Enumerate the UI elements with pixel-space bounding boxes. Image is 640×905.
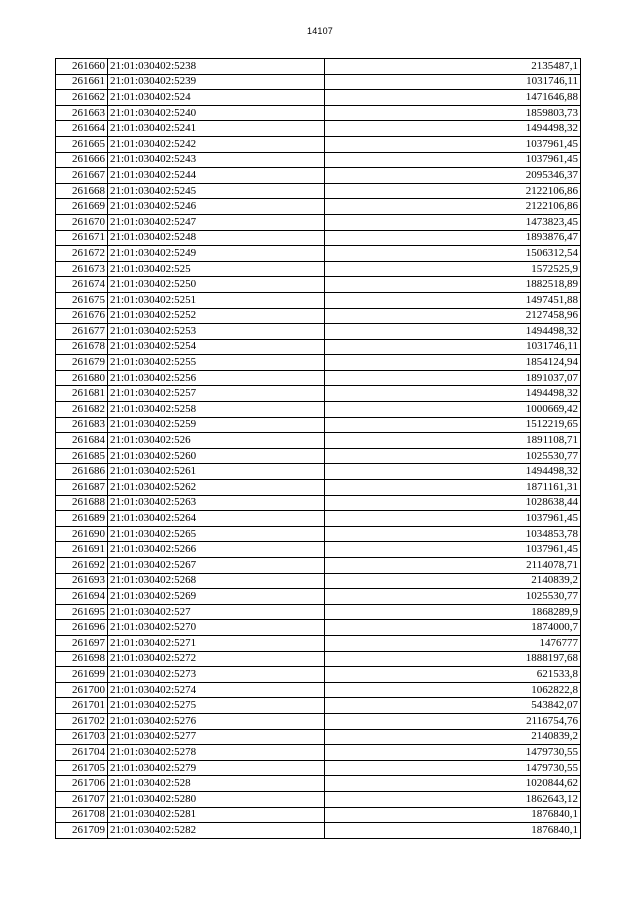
cadastral-value-cell: 1859803,73 [325, 105, 581, 121]
cadastral-number-cell: 21:01:030402:5259 [108, 417, 325, 433]
row-number-cell: 261695 [56, 604, 108, 620]
row-number-cell: 261704 [56, 745, 108, 761]
cadastral-number-cell: 21:01:030402:5265 [108, 526, 325, 542]
table-row [56, 386, 581, 402]
cadastral-number-cell: 21:01:030402:5269 [108, 589, 325, 605]
cadastral-value-cell: 2140839,2 [325, 573, 581, 589]
cadastral-number-cell: 21:01:030402:5279 [108, 760, 325, 776]
row-number-cell: 261686 [56, 464, 108, 480]
cadastral-value-cell: 1473823,45 [325, 214, 581, 230]
cadastral-value-cell: 1025530,77 [325, 448, 581, 464]
cadastral-number-cell: 21:01:030402:5277 [108, 729, 325, 745]
row-number-cell: 261684 [56, 433, 108, 449]
row-number-cell: 261669 [56, 199, 108, 215]
cadastral-value-cell: 1512219,65 [325, 417, 581, 433]
cadastral-number-cell: 21:01:030402:528 [108, 776, 325, 792]
table-row [56, 745, 581, 761]
table-row [56, 511, 581, 527]
table-row [56, 464, 581, 480]
table-row [56, 370, 581, 386]
cadastral-number-cell: 21:01:030402:527 [108, 604, 325, 620]
table-row [56, 277, 581, 293]
cadastral-value-cell: 1497451,88 [325, 292, 581, 308]
cadastral-number-cell: 21:01:030402:5280 [108, 791, 325, 807]
table-row [56, 542, 581, 558]
cadastral-value-cell: 1494498,32 [325, 464, 581, 480]
row-number-cell: 261702 [56, 713, 108, 729]
table-row [56, 448, 581, 464]
cadastral-value-cell: 1025530,77 [325, 589, 581, 605]
row-number-cell: 261673 [56, 261, 108, 277]
row-number-cell: 261678 [56, 339, 108, 355]
table-row [56, 121, 581, 137]
table-row [56, 526, 581, 542]
row-number-cell: 261696 [56, 620, 108, 636]
cadastral-number-cell: 21:01:030402:5270 [108, 620, 325, 636]
row-number-cell: 261664 [56, 121, 108, 137]
cadastral-value-cell: 1037961,45 [325, 542, 581, 558]
cadastral-value-cell: 1876840,1 [325, 823, 581, 839]
table-row [56, 152, 581, 168]
row-number-cell: 261675 [56, 292, 108, 308]
cadastral-value-cell: 1020844,62 [325, 776, 581, 792]
cadastral-number-cell: 21:01:030402:5278 [108, 745, 325, 761]
table-row [56, 214, 581, 230]
cadastral-value-cell: 1871161,31 [325, 480, 581, 496]
row-number-cell: 261690 [56, 526, 108, 542]
table-row [56, 729, 581, 745]
row-number-cell: 261688 [56, 495, 108, 511]
cadastral-value-cell: 1494498,32 [325, 121, 581, 137]
table-row [56, 760, 581, 776]
table-row [56, 776, 581, 792]
cadastral-number-cell: 21:01:030402:5282 [108, 823, 325, 839]
cadastral-value-cell: 1037961,45 [325, 511, 581, 527]
cadastral-number-cell: 21:01:030402:5242 [108, 136, 325, 152]
row-number-cell: 261666 [56, 152, 108, 168]
table-row [56, 589, 581, 605]
row-number-cell: 261670 [56, 214, 108, 230]
cadastral-number-cell: 21:01:030402:5261 [108, 464, 325, 480]
row-number-cell: 261693 [56, 573, 108, 589]
cadastral-value-cell: 1891108,71 [325, 433, 581, 449]
cadastral-number-cell: 21:01:030402:5263 [108, 495, 325, 511]
cadastral-value-cell: 1891037,07 [325, 370, 581, 386]
row-number-cell: 261681 [56, 386, 108, 402]
table-row [56, 433, 581, 449]
table-row [56, 698, 581, 714]
cadastral-value-cell: 2122106,86 [325, 199, 581, 215]
cadastral-number-cell: 21:01:030402:5266 [108, 542, 325, 558]
cadastral-number-cell: 21:01:030402:5272 [108, 651, 325, 667]
cadastral-value-cell: 2116754,76 [325, 713, 581, 729]
row-number-cell: 261680 [56, 370, 108, 386]
cadastral-value-cell: 1479730,55 [325, 745, 581, 761]
row-number-cell: 261709 [56, 823, 108, 839]
cadastral-value-cell: 1893876,47 [325, 230, 581, 246]
row-number-cell: 261662 [56, 90, 108, 106]
row-number-cell: 261692 [56, 558, 108, 574]
row-number-cell: 261671 [56, 230, 108, 246]
cadastral-number-cell: 21:01:030402:5274 [108, 682, 325, 698]
cadastral-number-cell: 21:01:030402:5246 [108, 199, 325, 215]
row-number-cell: 261679 [56, 355, 108, 371]
row-number-cell: 261687 [56, 480, 108, 496]
table-row [56, 324, 581, 340]
table-row [56, 635, 581, 651]
cadastral-number-cell: 21:01:030402:5257 [108, 386, 325, 402]
cadastral-value-cell: 1868289,9 [325, 604, 581, 620]
table-row [56, 308, 581, 324]
cadastral-value-cell: 621533,8 [325, 667, 581, 683]
cadastral-number-cell: 21:01:030402:5255 [108, 355, 325, 371]
table-row [56, 651, 581, 667]
table-row [56, 682, 581, 698]
cadastral-value-cell: 2122106,86 [325, 183, 581, 199]
row-number-cell: 261674 [56, 277, 108, 293]
cadastral-number-cell: 21:01:030402:5251 [108, 292, 325, 308]
cadastral-value-cell: 1888197,68 [325, 651, 581, 667]
cadastral-value-cell: 2114078,71 [325, 558, 581, 574]
cadastral-number-cell: 21:01:030402:5240 [108, 105, 325, 121]
cadastral-value-cell: 1028638,44 [325, 495, 581, 511]
table-row [56, 183, 581, 199]
cadastral-value-cell: 1000669,42 [325, 402, 581, 418]
table-row [56, 495, 581, 511]
table-row [56, 59, 581, 75]
cadastral-number-cell: 21:01:030402:5250 [108, 277, 325, 293]
table-row [56, 402, 581, 418]
row-number-cell: 261694 [56, 589, 108, 605]
cadastral-number-cell: 21:01:030402:5281 [108, 807, 325, 823]
table-row [56, 261, 581, 277]
table-row [56, 339, 581, 355]
cadastral-number-cell: 21:01:030402:5268 [108, 573, 325, 589]
row-number-cell: 261691 [56, 542, 108, 558]
row-number-cell: 261700 [56, 682, 108, 698]
table-row [56, 823, 581, 839]
cadastral-number-cell: 21:01:030402:5239 [108, 74, 325, 90]
cadastral-number-cell: 21:01:030402:525 [108, 261, 325, 277]
row-number-cell: 261676 [56, 308, 108, 324]
cadastral-number-cell: 21:01:030402:5243 [108, 152, 325, 168]
table-row [56, 74, 581, 90]
cadastral-value-cell: 2140839,2 [325, 729, 581, 745]
row-number-cell: 261685 [56, 448, 108, 464]
cadastral-value-cell: 1854124,94 [325, 355, 581, 371]
cadastral-number-cell: 21:01:030402:5245 [108, 183, 325, 199]
cadastral-value-cell: 1882518,89 [325, 277, 581, 293]
row-number-cell: 261677 [56, 324, 108, 340]
cadastral-number-cell: 21:01:030402:5252 [108, 308, 325, 324]
row-number-cell: 261668 [56, 183, 108, 199]
cadastral-number-cell: 21:01:030402:5273 [108, 667, 325, 683]
cadastral-value-cell: 1031746,11 [325, 339, 581, 355]
row-number-cell: 261661 [56, 74, 108, 90]
table-row [56, 713, 581, 729]
cadastral-number-cell: 21:01:030402:5247 [108, 214, 325, 230]
cadastral-number-cell: 21:01:030402:5276 [108, 713, 325, 729]
row-number-cell: 261663 [56, 105, 108, 121]
cadastral-value-cell: 2095346,37 [325, 168, 581, 184]
row-number-cell: 261682 [56, 402, 108, 418]
cadastral-number-cell: 21:01:030402:5267 [108, 558, 325, 574]
table-row [56, 136, 581, 152]
row-number-cell: 261697 [56, 635, 108, 651]
table-row [56, 292, 581, 308]
cadastral-number-cell: 21:01:030402:5260 [108, 448, 325, 464]
table-row [56, 558, 581, 574]
cadastral-value-cell: 1037961,45 [325, 152, 581, 168]
table-row [56, 807, 581, 823]
cadastral-value-cell: 1471646,88 [325, 90, 581, 106]
row-number-cell: 261665 [56, 136, 108, 152]
table-row [56, 168, 581, 184]
page-number: 14107 [306, 26, 334, 36]
cadastral-value-cell: 543842,07 [325, 698, 581, 714]
cadastral-number-cell: 21:01:030402:5264 [108, 511, 325, 527]
cadastral-value-cell: 1031746,11 [325, 74, 581, 90]
cadastral-value-cell: 1034853,78 [325, 526, 581, 542]
cadastral-value-cell: 1494498,32 [325, 386, 581, 402]
row-number-cell: 261660 [56, 59, 108, 75]
cadastral-value-cell: 1572525,9 [325, 261, 581, 277]
cadastral-number-cell: 21:01:030402:5256 [108, 370, 325, 386]
cadastral-number-cell: 21:01:030402:5275 [108, 698, 325, 714]
cadastral-value-cell: 1862643,12 [325, 791, 581, 807]
cadastral-value-cell: 1876840,1 [325, 807, 581, 823]
cadastral-value-cell: 2127458,96 [325, 308, 581, 324]
table-row [56, 90, 581, 106]
cadastral-number-cell: 21:01:030402:5254 [108, 339, 325, 355]
table-row [56, 791, 581, 807]
cadastral-number-cell: 21:01:030402:526 [108, 433, 325, 449]
table-row [56, 667, 581, 683]
cadastral-value-cell: 1494498,32 [325, 324, 581, 340]
row-number-cell: 261703 [56, 729, 108, 745]
row-number-cell: 261683 [56, 417, 108, 433]
row-number-cell: 261705 [56, 760, 108, 776]
cadastral-number-cell: 21:01:030402:524 [108, 90, 325, 106]
row-number-cell: 261701 [56, 698, 108, 714]
table-row [56, 417, 581, 433]
cadastral-value-cell: 1062822,8 [325, 682, 581, 698]
cadastral-value-table [55, 58, 581, 839]
cadastral-value-cell: 1476777 [325, 635, 581, 651]
table-row [56, 620, 581, 636]
table-row [56, 246, 581, 262]
table-row [56, 573, 581, 589]
cadastral-number-cell: 21:01:030402:5271 [108, 635, 325, 651]
cadastral-number-cell: 21:01:030402:5244 [108, 168, 325, 184]
table-body [56, 59, 581, 839]
table-row [56, 604, 581, 620]
cadastral-value-cell: 1874000,7 [325, 620, 581, 636]
cadastral-value-cell: 2135487,1 [325, 59, 581, 75]
row-number-cell: 261667 [56, 168, 108, 184]
cadastral-number-cell: 21:01:030402:5249 [108, 246, 325, 262]
cadastral-number-cell: 21:01:030402:5238 [108, 59, 325, 75]
row-number-cell: 261698 [56, 651, 108, 667]
table-row [56, 199, 581, 215]
row-number-cell: 261689 [56, 511, 108, 527]
row-number-cell: 261672 [56, 246, 108, 262]
cadastral-value-cell: 1506312,54 [325, 246, 581, 262]
row-number-cell: 261707 [56, 791, 108, 807]
table-row [56, 230, 581, 246]
table-row [56, 105, 581, 121]
cadastral-value-cell: 1037961,45 [325, 136, 581, 152]
cadastral-value-cell: 1479730,55 [325, 760, 581, 776]
row-number-cell: 261708 [56, 807, 108, 823]
row-number-cell: 261706 [56, 776, 108, 792]
table-row [56, 480, 581, 496]
cadastral-number-cell: 21:01:030402:5258 [108, 402, 325, 418]
row-number-cell: 261699 [56, 667, 108, 683]
cadastral-number-cell: 21:01:030402:5241 [108, 121, 325, 137]
table-row [56, 355, 581, 371]
cadastral-number-cell: 21:01:030402:5248 [108, 230, 325, 246]
cadastral-number-cell: 21:01:030402:5262 [108, 480, 325, 496]
cadastral-number-cell: 21:01:030402:5253 [108, 324, 325, 340]
